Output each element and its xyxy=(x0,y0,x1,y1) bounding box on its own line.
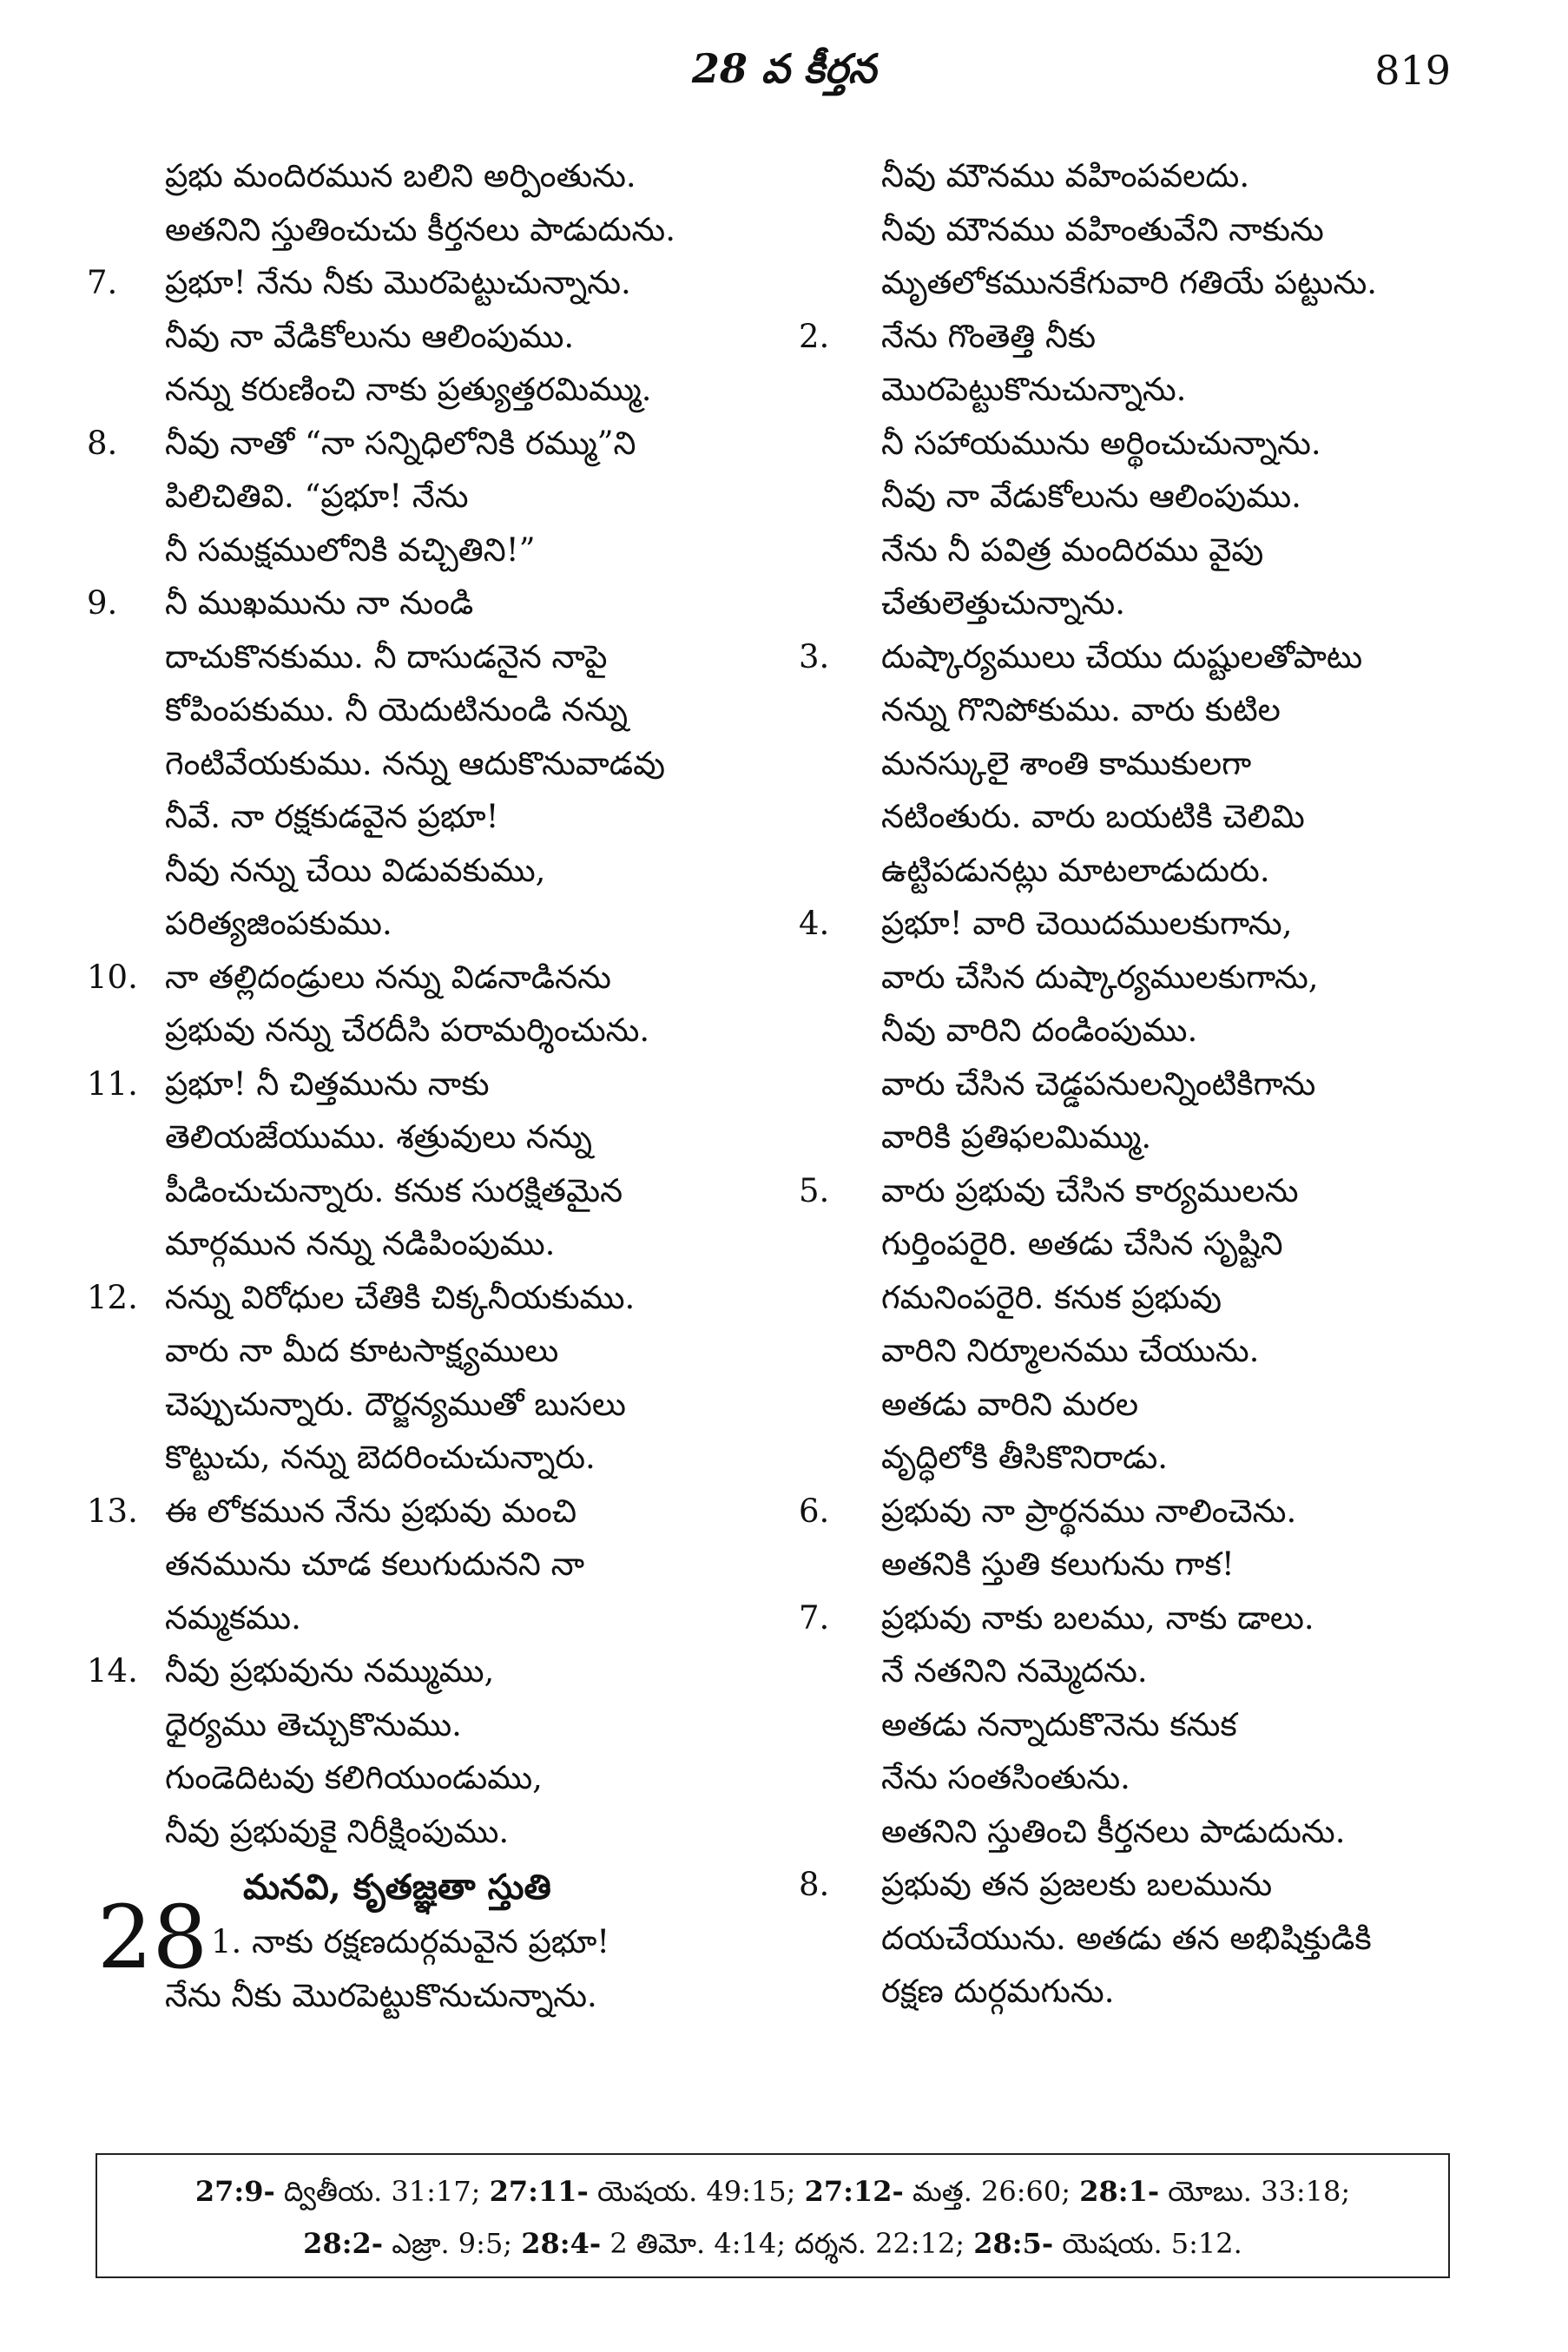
verse-number: 9. xyxy=(87,584,118,622)
verse-line xyxy=(799,149,1485,203)
reference-text: యోబు. 33:18; xyxy=(1159,2175,1351,2208)
verse-line xyxy=(87,1324,764,1378)
left-column xyxy=(87,149,764,2023)
verse-text: వారికి ప్రతిఫలమిమ్ము. xyxy=(881,1118,1152,1156)
verse-text: అతనిని స్తుతించుచు కీర్తనలు పాడుదును. xyxy=(165,210,675,248)
verse-text: నీ ముఖమును నా నుండి xyxy=(165,584,474,622)
verse-text: దాచుకొనకుము. నీ దాసుడనైన నాపై xyxy=(165,637,608,675)
verse-text: నీవు ప్రభువును నమ్ముము, xyxy=(165,1652,495,1690)
verse-line xyxy=(87,203,764,257)
verse-number: 10. xyxy=(87,958,138,996)
verse-text: నీవు మౌనము వహింపవలదు. xyxy=(881,157,1250,194)
verse-text: రక్షణ దుర్గమగును. xyxy=(881,1973,1115,2010)
verse-text: కొట్టుచు, నన్ను బెదరించుచున్నారు. xyxy=(165,1439,596,1476)
reference-key: 28:4- xyxy=(521,2227,602,2260)
verse-text: నేను గొంతెత్తి నీకు xyxy=(881,317,1097,355)
verse-text: నీవు మౌనము వహింతువేని నాకును xyxy=(881,210,1324,248)
verse-line xyxy=(799,363,1485,417)
reference-line xyxy=(97,2217,1448,2270)
verse-text: నే నతనిని నమ్మెదను. xyxy=(881,1652,1148,1690)
verse-text: పిలిచితివి. “ప్రభూ! నేను xyxy=(165,478,469,515)
verse-line xyxy=(87,683,764,737)
verse-text: వృద్ధిలోకి తీసికొనిరాడు. xyxy=(881,1439,1169,1476)
verse-text: గమనింపరైరి. కనుక ప్రభువు xyxy=(881,1278,1222,1316)
verse-line xyxy=(799,1858,1485,1912)
verse-number: 8. xyxy=(799,1866,830,1903)
verse-line xyxy=(87,256,764,310)
reference-line xyxy=(97,2165,1448,2217)
verse-text: నేను సంతసింతును. xyxy=(881,1759,1130,1796)
verse-text: మృతలోకమునకేగువారి గతియే పట్టును. xyxy=(881,264,1378,301)
page-number: 819 xyxy=(1374,47,1451,94)
reference-key: 27:11- xyxy=(489,2175,589,2208)
verse-line xyxy=(87,1698,764,1752)
verse-line xyxy=(87,417,764,471)
verse-text: మనస్కులై శాంతి కాముకులగా xyxy=(881,744,1252,782)
verse-text: కోపింపకుము. నీ యెదుటినుండి నన్ను xyxy=(165,691,628,728)
cross-reference-box xyxy=(96,2153,1450,2278)
verse-number: 3. xyxy=(799,637,830,675)
verse-text: ప్రభూ! నీ చిత్తమును నాకు xyxy=(165,1064,490,1103)
verse-number: 5. xyxy=(799,1171,830,1209)
verse-line xyxy=(799,1057,1485,1111)
verse-line xyxy=(799,256,1485,310)
verse-line xyxy=(799,576,1485,630)
psalm-heading: మనవి, కృతజ్ఞతా స్తుతి xyxy=(243,1867,551,1907)
verse-text: దయచేయును. అతడు తన అభిషిక్తుడికి xyxy=(881,1919,1372,1957)
reference-key: 28:2- xyxy=(303,2227,384,2260)
verse-line xyxy=(799,1965,1485,2019)
reference-text: యెషయ. 49:15; xyxy=(588,2175,805,2208)
verse-text: నన్ను విరోధుల చేతికి చిక్కనీయకుము. xyxy=(165,1278,636,1316)
verse-number: 11. xyxy=(87,1064,138,1103)
page-title: 28 వ కీర్తన xyxy=(691,45,877,92)
verse-line xyxy=(799,1110,1485,1164)
verse-number: 7. xyxy=(87,264,118,301)
verse-line xyxy=(799,310,1485,364)
verse-line xyxy=(87,790,764,844)
verse-line xyxy=(799,470,1485,524)
verse-line xyxy=(87,844,764,898)
verse-text: తనమును చూడ కలుగుదునని నా xyxy=(165,1545,585,1583)
verse-line xyxy=(87,737,764,791)
verse-line xyxy=(87,1378,764,1432)
verse-1-line-1: 1. నాకు రక్షణదుర్గమవైన ప్రభూ! xyxy=(211,1923,610,1960)
verse-line xyxy=(799,951,1485,1005)
verse-text: వారు చేసిన దుష్కార్యములకుగాను, xyxy=(881,958,1319,996)
verse-text: ప్రభూ! నేను నీకు మొరపెట్టుచున్నాను. xyxy=(165,264,631,301)
verse-line xyxy=(87,1538,764,1591)
verse-line xyxy=(87,524,764,577)
verse-line xyxy=(87,363,764,417)
verse-line xyxy=(799,630,1485,684)
right-column xyxy=(799,149,1485,2019)
verse-line xyxy=(799,897,1485,951)
verse-line xyxy=(799,1431,1485,1485)
verse-line xyxy=(799,790,1485,844)
verse-line xyxy=(799,1217,1485,1271)
psalm-28-heading-block xyxy=(87,1858,764,2023)
verse-line xyxy=(799,1164,1485,1218)
verse-number: 13. xyxy=(87,1492,138,1530)
verse-line xyxy=(799,1698,1485,1752)
verse-line xyxy=(799,524,1485,577)
verse-line xyxy=(87,149,764,203)
verse-number: 7. xyxy=(799,1598,830,1637)
verse-line xyxy=(87,576,764,630)
verse-text: నమ్మకము. xyxy=(165,1598,301,1637)
reference-text: మత్త. 26:60; xyxy=(903,2175,1080,2208)
verse-text: గెంటివేయకుము. నన్ను ఆదుకొనువాడవు xyxy=(165,744,666,782)
verse-number: 6. xyxy=(799,1492,830,1530)
verse-line xyxy=(87,470,764,524)
verse-line xyxy=(87,1644,764,1698)
verse-line xyxy=(87,310,764,364)
verse-text: ప్రభువు తన ప్రజలకు బలమును xyxy=(881,1866,1273,1903)
verse-text: నా తల్లిదండ్రులు నన్ను విడనాడినను xyxy=(165,958,611,996)
verse-text: వారు ప్రభువు చేసిన కార్యములను xyxy=(881,1171,1299,1209)
verse-line xyxy=(87,951,764,1005)
verse-text: అతనికి స్తుతి కలుగును గాక! xyxy=(881,1545,1235,1583)
verse-line xyxy=(87,1057,764,1111)
verse-text: ప్రభువు నా ప్రార్థనము నాలించెను. xyxy=(881,1492,1297,1530)
verse-line xyxy=(799,683,1485,737)
reference-text: యెషయ. 5:12. xyxy=(1053,2227,1242,2260)
verse-text: నటింతురు. వారు బయటికి చెలిమి xyxy=(881,798,1305,835)
verse-text: నీవు వారిని దండింపుము. xyxy=(881,1011,1198,1049)
reference-text: ద్వితీయ. 31:17; xyxy=(274,2175,490,2208)
reference-key: 27:12- xyxy=(804,2175,904,2208)
verse-line xyxy=(87,1164,764,1218)
verse-text: ప్రభు మందిరమున బలిని అర్పింతును. xyxy=(165,157,636,194)
verse-line xyxy=(799,1805,1485,1859)
verse-line xyxy=(799,1591,1485,1645)
verse-line xyxy=(799,417,1485,471)
verse-line xyxy=(87,1805,764,1859)
verse-text: తెలియజేయుము. శత్రువులు నన్ను xyxy=(165,1118,592,1156)
psalm-number: 28 xyxy=(97,1887,208,1988)
verse-text: చెప్పుచున్నారు. దౌర్జన్యముతో బుసలు xyxy=(165,1385,626,1423)
verse-line xyxy=(87,1004,764,1057)
verse-line xyxy=(799,1644,1485,1698)
verse-line xyxy=(799,1004,1485,1057)
reference-key: 27:9- xyxy=(194,2175,275,2208)
verse-number: 14. xyxy=(87,1652,138,1690)
verse-number: 4. xyxy=(799,905,830,942)
verse-text: నేను నీ పవిత్ర మందిరము వైపు xyxy=(881,530,1264,569)
verse-line xyxy=(799,1485,1485,1538)
verse-text: వారు నా మీద కూటసాక్ష్యములు xyxy=(165,1332,559,1369)
verse-text: ప్రభువు నన్ను చేరదీసి పరామర్శించును. xyxy=(165,1011,650,1049)
verse-1-line-2: నేను నీకు మొరపెట్టుకొనుచున్నాను. xyxy=(165,1977,597,2014)
verse-text: నీవు నాతో “నా సన్నిధిలోనికి రమ్ము”ని xyxy=(165,424,636,462)
verse-text: అతడు నన్నాదుకొనెను కనుక xyxy=(881,1705,1237,1743)
reference-key: 28:5- xyxy=(973,2227,1054,2260)
right-verse-lines xyxy=(799,149,1485,2019)
verse-text: ఈ లోకమున నేను ప్రభువు మంచి xyxy=(165,1492,577,1530)
verse-line xyxy=(87,1591,764,1645)
verse-line xyxy=(87,1751,764,1805)
reference-text: ఎజ్రా. 9:5; xyxy=(383,2227,522,2260)
verse-line xyxy=(799,1271,1485,1325)
verse-line xyxy=(87,1485,764,1538)
verse-line xyxy=(799,1324,1485,1378)
verse-line xyxy=(87,1217,764,1271)
page-header xyxy=(0,45,1568,106)
verse-line xyxy=(799,737,1485,791)
verse-text: వారు చేసిన చెడ్డపనులన్నింటికిగాను xyxy=(881,1064,1316,1103)
verse-line xyxy=(87,1271,764,1325)
verse-text: అతనిని స్తుతించి కీర్తనలు పాడుదును. xyxy=(881,1812,1346,1850)
verse-text: నీవే. నా రక్షకుడవైన ప్రభూ! xyxy=(165,798,499,835)
verse-text: దుష్కార్యములు చేయు దుష్టులతోపాటు xyxy=(881,637,1363,675)
reference-text: 2 తిమో. 4:14; దర్శన. 22:12; xyxy=(601,2227,974,2260)
verse-line xyxy=(87,630,764,684)
verse-text: నీవు నా వేడుకోలును ఆలింపుము. xyxy=(881,478,1301,515)
verse-text: పరిత్యజింపకుము. xyxy=(165,905,392,942)
verse-number: 2. xyxy=(799,317,830,355)
verse-text: గుర్తింపరైరి. అతడు చేసిన సృష్టిని xyxy=(881,1225,1283,1262)
left-verse-lines xyxy=(87,149,764,1858)
verse-line xyxy=(87,1110,764,1164)
verse-line xyxy=(799,1378,1485,1432)
verse-line xyxy=(799,1751,1485,1805)
verse-text: అతడు వారిని మరల xyxy=(881,1385,1139,1423)
verse-text: నీవు నన్ను చేయి విడువకుము, xyxy=(165,851,546,889)
verse-number: 12. xyxy=(87,1278,138,1316)
verse-line xyxy=(799,203,1485,257)
verse-text: నన్ను కరుణించి నాకు ప్రత్యుత్తరమిమ్ము. xyxy=(165,371,652,408)
verse-number: 8. xyxy=(87,424,118,462)
verse-text: పీడించుచున్నారు. కనుక సురక్షితమైన xyxy=(165,1171,623,1209)
verse-text: మార్గమున నన్ను నడిపింపుము. xyxy=(165,1225,556,1262)
verse-text: ఉట్టిపడునట్లు మాటలాడుదురు. xyxy=(881,851,1270,889)
verse-text: చేతులెత్తుచున్నాను. xyxy=(881,584,1125,622)
verse-text: గుండెదిటవు కలిగియుండుము, xyxy=(165,1759,543,1796)
verse-text: నీవు నా వేడికోలును ఆలింపుము. xyxy=(165,317,575,355)
verse-text: ప్రభువు నాకు బలము, నాకు డాలు. xyxy=(881,1598,1314,1637)
verse-line xyxy=(799,1538,1485,1591)
reference-key: 28:1- xyxy=(1079,2175,1160,2208)
verse-text: నీ సమక్షములోనికి వచ్చితిని!” xyxy=(165,530,536,569)
verse-text: ప్రభూ! వారి చెయిదములకుగాను, xyxy=(881,905,1293,942)
verse-line xyxy=(799,1912,1485,1966)
verse-text: నీవు ప్రభువుకై నిరీక్షింపుము. xyxy=(165,1812,510,1850)
verse-text: నీ సహాయమును అర్థించుచున్నాను. xyxy=(881,424,1321,462)
verse-text: ధైర్యము తెచ్చుకొనుము. xyxy=(165,1705,462,1743)
verse-line xyxy=(87,897,764,951)
verse-line xyxy=(87,1431,764,1485)
verse-line xyxy=(799,844,1485,898)
verse-text: మొరపెట్టుకొనుచున్నాను. xyxy=(881,371,1187,408)
verse-text: వారిని నిర్మూలనము చేయును. xyxy=(881,1332,1260,1369)
verse-text: నన్ను గొనిపోకుము. వారు కుటిల xyxy=(881,691,1281,728)
